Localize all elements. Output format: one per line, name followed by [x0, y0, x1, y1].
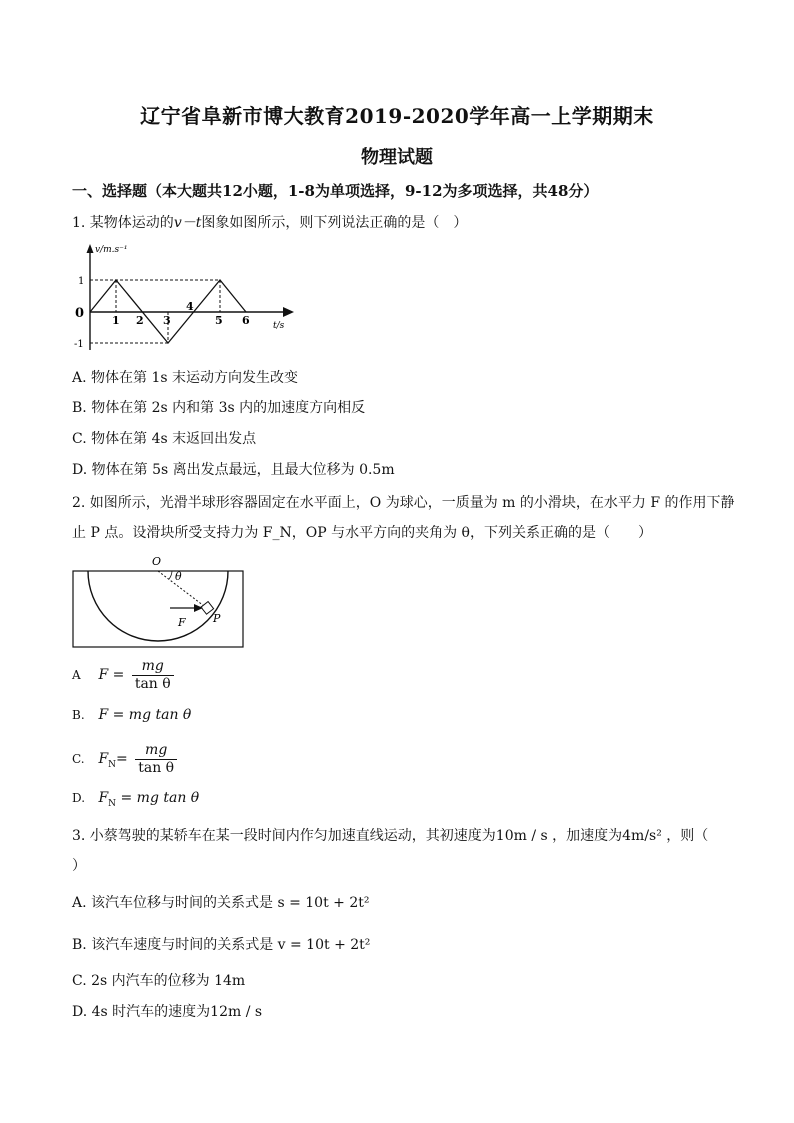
q2-option-d-expr: = mg tan θ — [116, 790, 200, 806]
q2-hemisphere-figure — [72, 553, 246, 649]
q2-label-o: O — [152, 555, 162, 568]
q2-option-b-label: B. — [72, 708, 85, 722]
q2-angle-arc — [169, 571, 172, 579]
q2-force-arrowhead — [194, 604, 203, 612]
q1-option-b: B. 物体在第 2s 内和第 3s 内的加速度方向相反 — [72, 400, 366, 416]
q2-option-d-lhs: F — [98, 790, 109, 806]
q1-option-c: C. 物体在第 4s 末返回出发点 — [72, 431, 257, 447]
q2-option-c-sub: N — [108, 759, 117, 770]
q1-graph-tick-x: 2 — [136, 314, 144, 327]
q2-option-a-label: A — [72, 668, 81, 682]
q2-option-b — [72, 705, 191, 725]
q2-option-d — [72, 788, 199, 814]
q2-option-c-num: mg — [135, 742, 177, 760]
q2-label-theta: θ — [175, 570, 182, 583]
q1-graph-tick-x: 1 — [112, 314, 120, 327]
q1-graph-tick-x: 3 — [163, 314, 171, 327]
q1-graph-origin: 0 — [75, 306, 85, 321]
exam-subtitle: 物理试题 — [361, 147, 433, 168]
q3-stem-line1: 3. 小蔡驾驶的某轿车在某一段时间内作匀加速直线运动，其初速度为10m / s ，加速度为4m/s² ，则（ — [72, 828, 709, 844]
q1-graph-x-arrow — [283, 307, 294, 317]
q3-option-c: C. 2s 内汽车的位移为 14m — [72, 973, 246, 989]
q1-stem — [72, 213, 467, 233]
q2-option-a-fraction — [132, 658, 174, 693]
q2-label-f: F — [178, 616, 186, 629]
exam-title: 辽宁省阜新市博大教育2019-2020学年高一上学期期末 — [140, 104, 654, 128]
q1-graph-xlabel: t/s — [273, 321, 285, 331]
q1-graph-y-arrow — [87, 244, 94, 253]
q2-option-c-label: C. — [72, 752, 85, 766]
q2-option-d-sub: N — [108, 798, 117, 809]
q2-option-a-den: tan θ — [134, 675, 171, 692]
q2-stem-line1: 2. 如图所示，光滑半球形容器固定在水平面上，O 为球心，一质量为 m 的小滑块，在水平力 F 的作用下静 — [72, 495, 735, 511]
q1-option-a: A. 物体在第 1s 末运动方向发生改变 — [72, 370, 299, 386]
q2-option-c-fraction — [135, 742, 177, 777]
q2-slider-block — [201, 602, 214, 615]
q3-option-d: D. 4s 时汽车的速度为12m / s — [72, 1004, 263, 1020]
q1-graph-ylabel: v/m.s⁻¹ — [95, 245, 128, 255]
q2-stem-line2: 止 P 点。设滑块所受支持力为 F_N，OP 与水平方向的夹角为 θ，下列关系正确的是（ ） — [72, 525, 652, 541]
q1-graph-tick-x: 4 — [186, 300, 194, 313]
q2-option-a: A F = $\frac{mg}{\text{tan θ}}$ — [72, 656, 177, 694]
q1-stem-symbol: v－t — [173, 215, 202, 231]
q3-option-a: A. 该汽车位移与时间的关系式是 s = 10t + 2t² — [72, 895, 370, 911]
q2-option-b-expr: F = mg tan θ — [98, 707, 192, 723]
section-heading: 一、选择题（本大题共12小题，1-8为单项选择，9-12为多项选择，共48分） — [72, 182, 599, 200]
q1-option-d: D. 物体在第 5s 离出发点最远，且最大位移为 0.5m — [72, 462, 395, 478]
q1-stem-pre: 1. 某物体运动的 — [72, 215, 174, 231]
q2-radius-op — [158, 571, 208, 609]
q1-graph-tick-y-neg: -1 — [74, 339, 84, 350]
q3-option-b: B. 该汽车速度与时间的关系式是 v = 10t + 2t² — [72, 937, 371, 953]
q2-label-p: P — [213, 612, 221, 625]
q3-stem-line2: ） — [72, 858, 86, 874]
q2-option-d-label: D. — [72, 791, 86, 805]
q2-option-c-den: tan θ — [138, 759, 175, 776]
q1-graph-tick-y-pos: 1 — [78, 276, 85, 287]
q2-option-c: C. $F_N=$ $\frac{mg}{\text{tan θ}}$ — [72, 740, 180, 784]
q1-stem-post: 图象如图所示，则下列说法正确的是（ ） — [201, 215, 468, 231]
q1-vt-graph — [70, 240, 300, 360]
q2-option-c-lhs: F — [98, 751, 109, 767]
q1-graph-tick-x: 5 — [215, 314, 223, 327]
q1-graph-tick-x: 6 — [242, 314, 250, 327]
q2-option-a-num: mg — [132, 658, 174, 676]
q2-option-a-lhs: F — [98, 667, 109, 683]
